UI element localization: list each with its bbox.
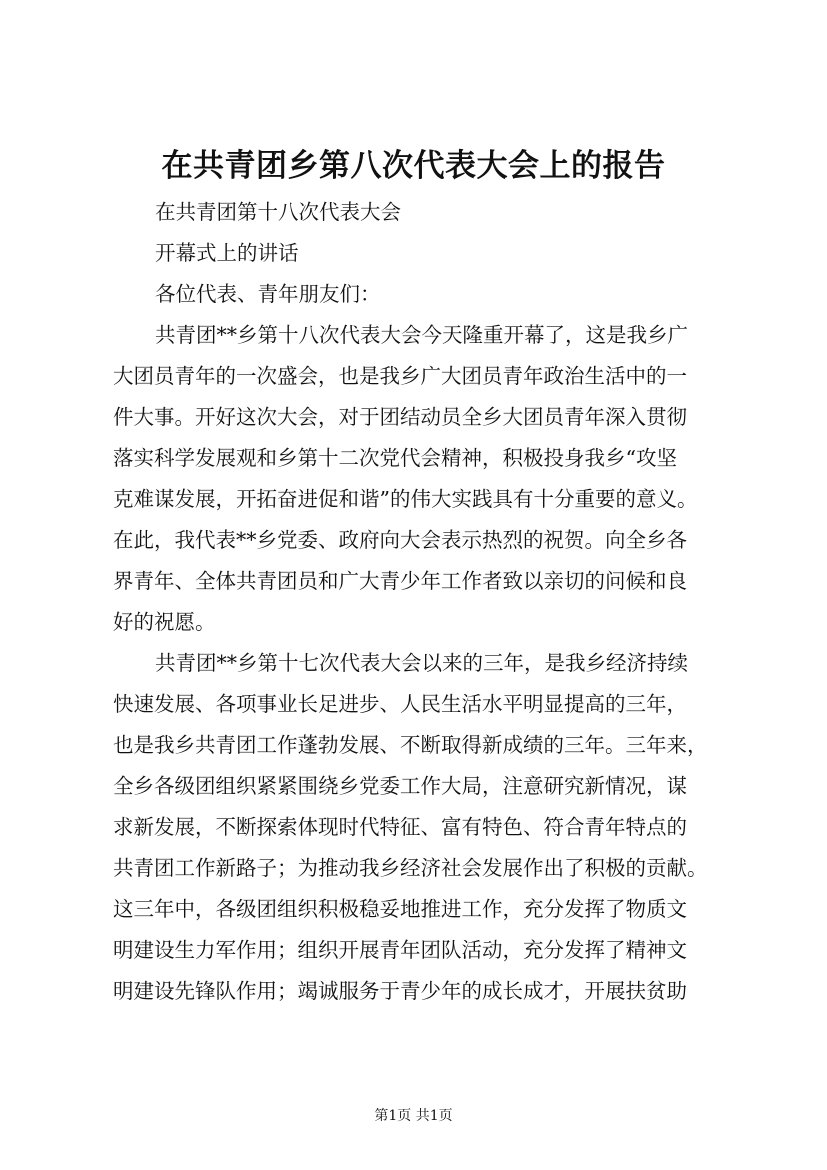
text-line: 在此，我代表**乡党委、政府向大会表示热烈的祝贺。向全乡各 (113, 528, 687, 552)
page-number-footer: 第1页 共1页 (374, 1108, 453, 1124)
text-line: 共青团工作新路子；为推动我乡经济社会发展作出了积极的贡献。 (113, 856, 708, 880)
text-line: 快速发展、各项事业长足进步、人民生活水平明显提高的三年， (113, 692, 687, 716)
text-line: 明建设生力军作用；组织开展青年团队活动，充分发挥了精神文 (113, 938, 687, 962)
text-line: 大团员青年的一次盛会，也是我乡广大团员青年政治生活中的一 (113, 364, 687, 388)
text-line: 落实科学发展观和乡第十二次党代会精神，积极投身我乡“攻坚 (113, 446, 677, 470)
text-line: 好的祝愿。 (113, 610, 216, 634)
text-line: 求新发展，不断探索体现时代特征、富有特色、符合青年特点的 (113, 815, 687, 839)
text-line: 在共青团第十八次代表大会 (155, 200, 401, 224)
text-line: 开幕式上的讲话 (155, 241, 299, 265)
text-line: 共青团**乡第十八次代表大会今天隆重开幕了，这是我乡广 (155, 323, 688, 347)
text-line: 这三年中，各级团组织积极稳妥地推进工作，充分发挥了物质文 (113, 897, 687, 921)
text-line: 各位代表、青年朋友们： (155, 282, 381, 306)
text-line: 全乡各级团组织紧紧围绕乡党委工作大局，注意研究新情况，谋 (113, 774, 687, 798)
text-line: 件大事。开好这次大会，对于团结动员全乡大团员青年深入贯彻 (113, 405, 687, 429)
text-line: 界青年、全体共青团员和广大青少年工作者致以亲切的问候和良 (113, 569, 687, 593)
text-line: 明建设先锋队作用；竭诚服务于青少年的成长成才，开展扶贫助 (113, 979, 687, 1003)
text-line: 共青团**乡第十七次代表大会以来的三年，是我乡经济持续 (155, 651, 688, 675)
document-body (113, 192, 723, 1012)
document-title: 在共青团乡第八次代表大会上的报告 (161, 148, 666, 184)
text-line: 克难谋发展，开拓奋进促和谐”的伟大实践具有十分重要的意义。 (113, 487, 698, 511)
text-line: 也是我乡共青团工作蓬勃发展、不断取得新成绩的三年。三年来， (113, 733, 708, 757)
